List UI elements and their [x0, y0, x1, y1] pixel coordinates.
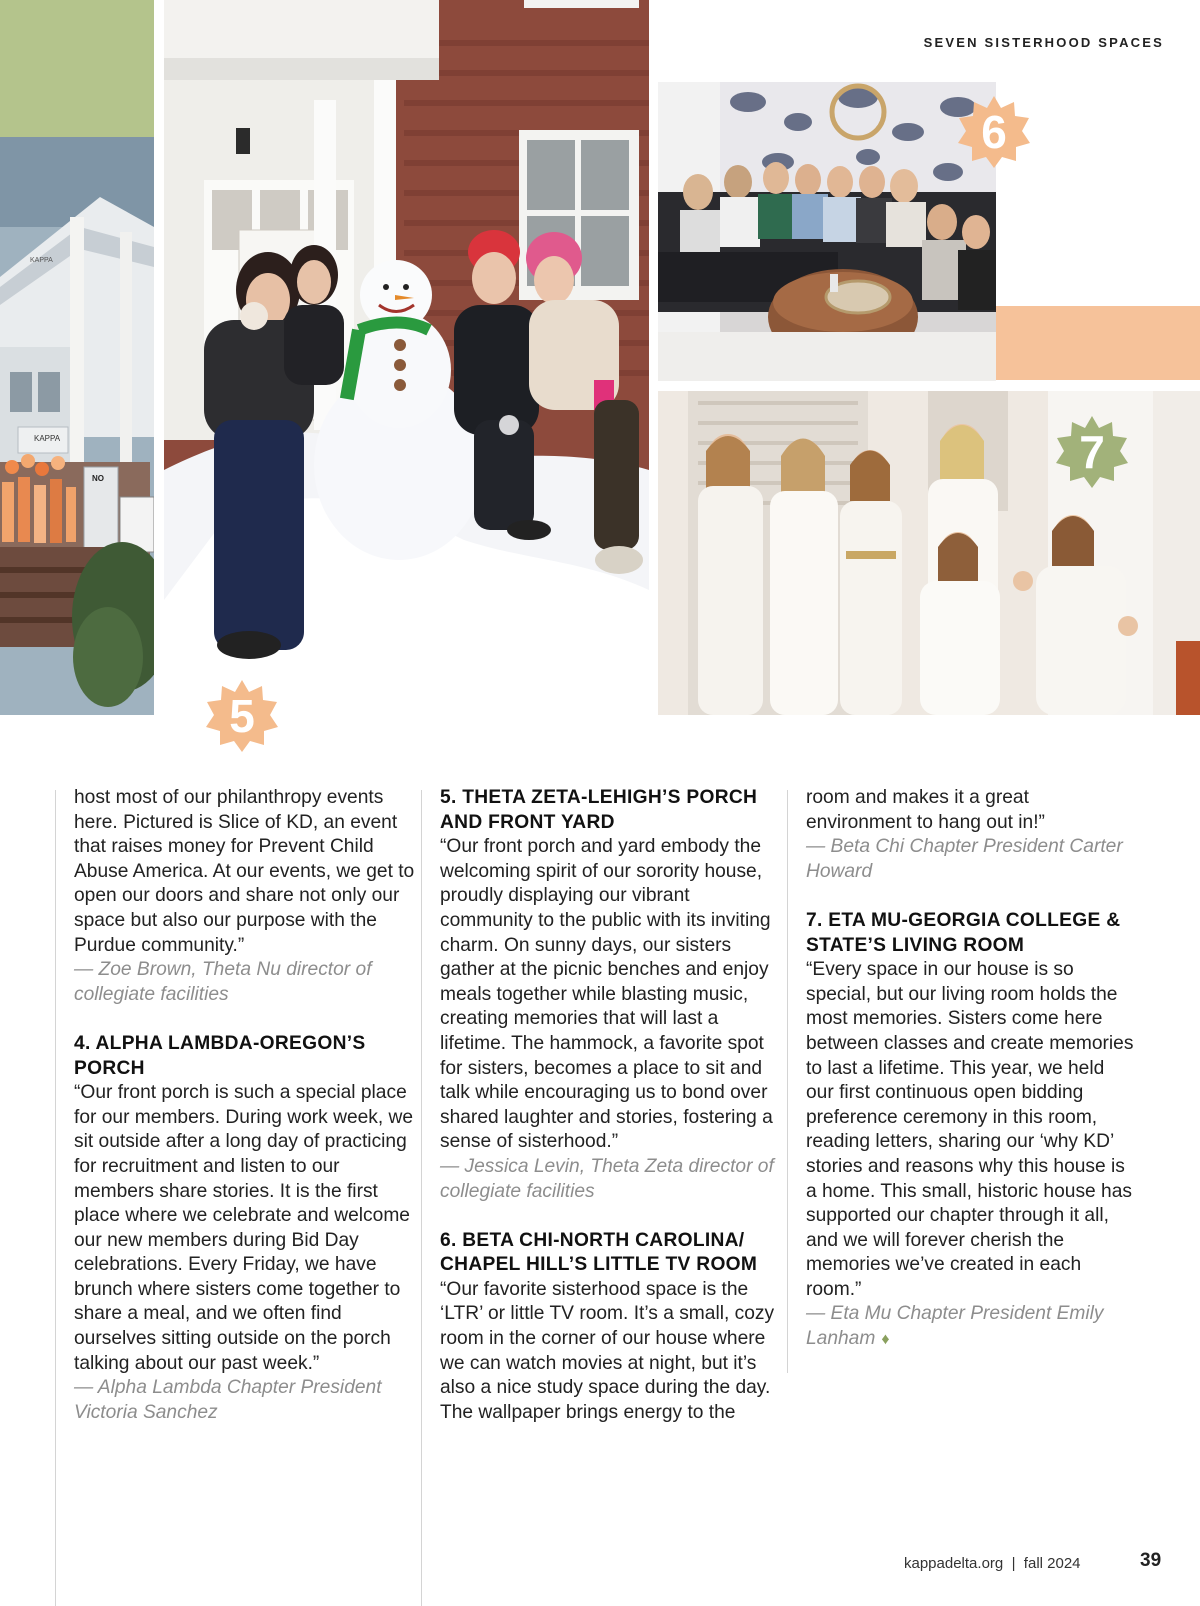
quote-text: host most of our philanthropy events here. Pictured is Slice of KD, an event that raises money for Prevent Child Abuse America. At our events, we get to open our doors and share not only our space but also our purpose with the Purdue community.” — [74, 787, 415, 956]
footer-site-issue: kappadelta.org | fall 2024 — [904, 1555, 1081, 1572]
photo-little-tv-room — [658, 82, 996, 381]
column-rule — [55, 790, 56, 1606]
house-top-sign-text: KAPPA — [30, 257, 53, 264]
quote-attribution — [806, 1302, 1136, 1352]
section-heading: 5. THETA ZETA-LEHIGH’S PORCH AND FRONT YARD — [440, 787, 758, 833]
text-column-1 — [74, 786, 419, 1425]
section-heading: 7. ETA MU-GEORGIA COLLEGE & STATE’S LIVING ROOM — [806, 909, 1121, 956]
quote-text: “Our front porch is such a special place for our members. During work week, we sit outside after a long day of practicing for recruitment and listen to our members share stories. It is the first place where we celebrate and welcome our new members during Bid Day celebrations. Every Friday, we have brunch where sisters come together to share a meal, and we often find ourselves sitting outside on the porch talking about our past week.” — [74, 1082, 414, 1374]
badge-number: 6 — [981, 106, 1007, 158]
photo-porch-event — [0, 137, 154, 715]
badge-number: 7 — [1079, 426, 1105, 478]
section-heading: 6. BETA CHI-NORTH CAROLINA/ CHAPEL HILL’S LITTLE TV ROOM — [440, 1229, 758, 1276]
no-sign-text: NO — [92, 474, 104, 483]
column-rule — [787, 790, 788, 1373]
number-badge-7 — [1054, 414, 1130, 490]
quote-text: “Our front porch and yard embody the welcoming spirit of our sorority house, proudly displaying our vibrant community to the public with its inviting charm. On sunny days, our sisters gather at the picnic benches and enjoy meals together while blasting music, creating memories that will last a lifetime. The hammock, a favorite spot for sisters, becomes a place to sit and talk while encouraging us to bond over shared laughter and stories, fostering a sense of sisterhood.” — [440, 836, 773, 1153]
quote-attribution: — Jessica Levin, Theta Zeta director of collegiate facilities — [440, 1155, 774, 1202]
quote-attribution: — Zoe Brown, Theta Nu director of collegiate facilities — [74, 959, 372, 1005]
green-color-block — [0, 0, 154, 137]
section-heading: 4. ALPHA LAMBDA-OREGON’S PORCH — [74, 1032, 366, 1079]
quote-text: “Every space in our house is so special, but our living room holds the most memories. Sisters come here between classes and create memories to last a lifetime. This year, we held our first continuous open bidding preference ceremony in this room, reading letters, sharing our ‘why KD’ stories and reasons why this house is a home. This small, historic house has supported our chapter through it all, and we will forever cherish the memories we’ve created in each room.” — [806, 959, 1134, 1300]
peach-color-block — [992, 306, 1200, 380]
photo-snowman-front-yard — [164, 0, 649, 715]
number-badge-6 — [956, 94, 1032, 170]
badge-number: 5 — [229, 690, 255, 742]
quote-attribution: — Beta Chi Chapter President Carter Howard — [806, 836, 1123, 882]
quote-attribution: — Alpha Lambda Chapter President Victoria Sanchez — [74, 1377, 382, 1423]
text-column-3 — [806, 786, 1136, 1353]
page-number: 39 — [1140, 1550, 1162, 1571]
quote-text: “Our favorite sisterhood space is the ‘LTR’ or little TV room. It’s a small, cozy room in the corner of our house where we can watch movies at night, but it’s also a nice study space during the day. The wallpaper brings energy to the — [440, 1278, 775, 1423]
number-badge-5 — [204, 678, 280, 754]
diamond-end-icon: ♦ — [881, 1331, 890, 1349]
house-sign-text: KAPPA — [34, 434, 61, 443]
section-title: SEVEN SISTERHOOD SPACES — [923, 35, 1164, 50]
quote-text: room and makes it a great environment to hang out in!” — [806, 787, 1045, 833]
attribution-text: — Eta Mu Chapter President Emily Lanham — [806, 1303, 1104, 1350]
column-rule — [421, 790, 422, 1606]
text-column-2 — [440, 786, 785, 1425]
